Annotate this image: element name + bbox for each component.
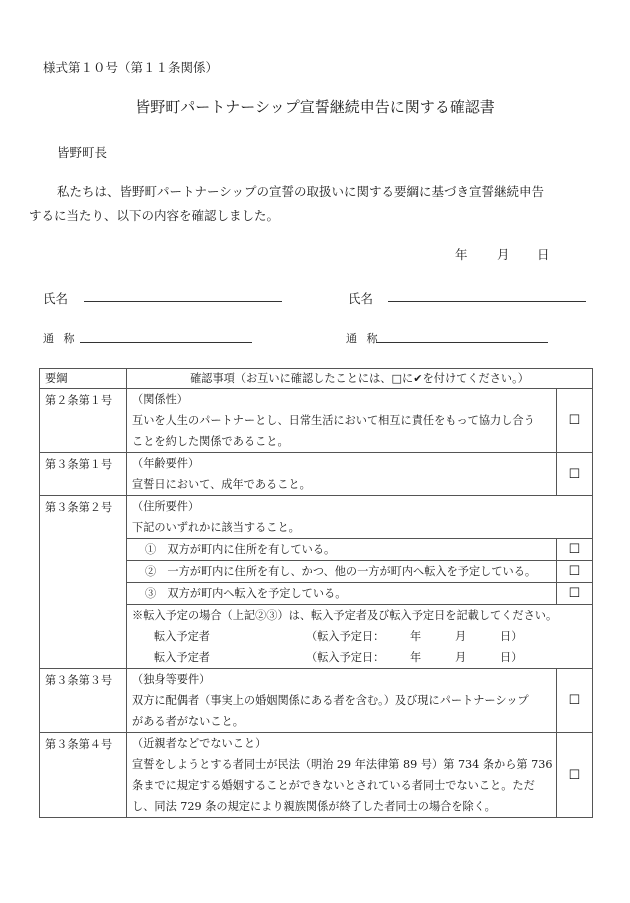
name-field-1[interactable] bbox=[84, 301, 282, 302]
row-text: 宣誓日において、成年であること。 bbox=[132, 478, 311, 491]
header-confirmation: 確認事項（お互いに確認したことには、□に✔を付けてください。） bbox=[127, 369, 593, 389]
row-heading: （独身等要件） bbox=[132, 673, 211, 686]
checkbox-single-status[interactable]: ☐ bbox=[557, 669, 593, 733]
date-year-label: 年 bbox=[455, 247, 468, 262]
row-text: 宣誓をしようとする者同士が民法（明治 29 年法律第 89 号）第 734 条から第 736 bbox=[132, 758, 553, 771]
residence-option-1: ① 双方が町内に住所を有している。 bbox=[145, 543, 336, 556]
article-ref: 第３条第１号 bbox=[40, 453, 127, 496]
row-text: 互いを人生のパートナーとし、日常生活において相互に責任をもって協力し合う bbox=[132, 414, 535, 427]
relocation-note: ※転入予定の場合（上記②③）は、転入予定者及び転入予定日を記載してください。 bbox=[132, 609, 558, 622]
residence-option-3: ③ 双方が町内へ転入を予定している。 bbox=[145, 587, 347, 600]
alias-field-2[interactable] bbox=[376, 342, 548, 343]
planned-year: 年 bbox=[410, 630, 422, 643]
header-guideline: 要綱 bbox=[40, 369, 127, 389]
checkbox-age[interactable]: ☐ bbox=[557, 453, 593, 496]
checkbox-not-relatives[interactable]: ☐ bbox=[557, 733, 593, 818]
table-row bbox=[40, 669, 593, 733]
date-month-label: 月 bbox=[497, 247, 510, 262]
addressee: 皆野町長 bbox=[57, 145, 108, 160]
table-row bbox=[40, 389, 593, 453]
name-label-2: 氏名 bbox=[348, 291, 374, 306]
checkbox-option-1[interactable]: ☐ bbox=[557, 539, 593, 561]
alias-label-1: 通 称 bbox=[43, 332, 78, 345]
article-ref: 第２条第１号 bbox=[40, 389, 127, 453]
planned-mover-1 bbox=[132, 626, 588, 647]
planned-mover-label: 転入予定者 bbox=[154, 630, 210, 643]
row-heading: （関係性） bbox=[132, 393, 188, 406]
name-label-1: 氏名 bbox=[43, 291, 69, 306]
table-row bbox=[40, 733, 593, 818]
article-ref: 第３条第４号 bbox=[40, 733, 127, 818]
name-field-2[interactable] bbox=[388, 301, 586, 302]
row-heading: （住所要件） bbox=[132, 500, 200, 513]
row-text: 双方に配偶者（事実上の婚姻関係にある者を含む。）及び現にパートナーシップ bbox=[132, 694, 529, 707]
row-text: ことを約した関係であること。 bbox=[132, 435, 289, 448]
intro-line-1: 私たちは、皆野町パートナーシップの宣誓の取扱いに関する要綱に基づき宣誓継続申告 bbox=[57, 184, 545, 199]
row-text: し、同法 729 条の規定により親族関係が終了した者同士の場合を除く。 bbox=[132, 800, 496, 813]
planned-mover-2 bbox=[132, 647, 588, 668]
row-text: 下記のいずれかに該当すること。 bbox=[132, 521, 300, 534]
checkbox-option-2[interactable]: ☐ bbox=[557, 561, 593, 583]
row-heading: （近親者などでないこと） bbox=[132, 737, 267, 750]
row-heading: （年齢要件） bbox=[132, 457, 200, 470]
article-ref: 第３条第２号 bbox=[40, 496, 127, 669]
planned-date-label: （転入予定日： bbox=[306, 651, 385, 664]
planned-day: 日） bbox=[500, 651, 523, 664]
alias-label-2: 通 称 bbox=[346, 332, 381, 345]
alias-field-1[interactable] bbox=[80, 342, 252, 343]
planned-month: 月 bbox=[455, 651, 467, 664]
planned-day: 日） bbox=[500, 630, 523, 643]
requirements-table bbox=[39, 368, 593, 818]
document-title: 皆野町パートナーシップ宣誓継続申告に関する確認書 bbox=[135, 98, 495, 116]
planned-month: 月 bbox=[455, 630, 467, 643]
form-number: 様式第１０号（第１１条関係） bbox=[43, 60, 219, 75]
planned-date-label: （転入予定日： bbox=[306, 630, 385, 643]
checkbox-option-3[interactable]: ☐ bbox=[557, 583, 593, 605]
intro-line-2: するに当たり、以下の内容を確認しました。 bbox=[29, 208, 280, 223]
residence-option-2: ② 一方が町内に住所を有し、かつ、他の一方が町内へ転入を予定している。 bbox=[145, 565, 537, 578]
table-row bbox=[40, 453, 593, 496]
planned-year: 年 bbox=[410, 651, 422, 664]
article-ref: 第３条第３号 bbox=[40, 669, 127, 733]
planned-mover-label: 転入予定者 bbox=[154, 651, 210, 664]
row-text: がある者がないこと。 bbox=[132, 715, 244, 728]
checkbox-relationship[interactable]: ☐ bbox=[557, 389, 593, 453]
date-day-label: 日 bbox=[537, 247, 550, 262]
intro-paragraph bbox=[29, 180, 591, 228]
row-text: 条までに規定する婚姻することができないとされている者同士でないこと。ただ bbox=[132, 779, 535, 792]
table-header-row bbox=[40, 369, 593, 389]
